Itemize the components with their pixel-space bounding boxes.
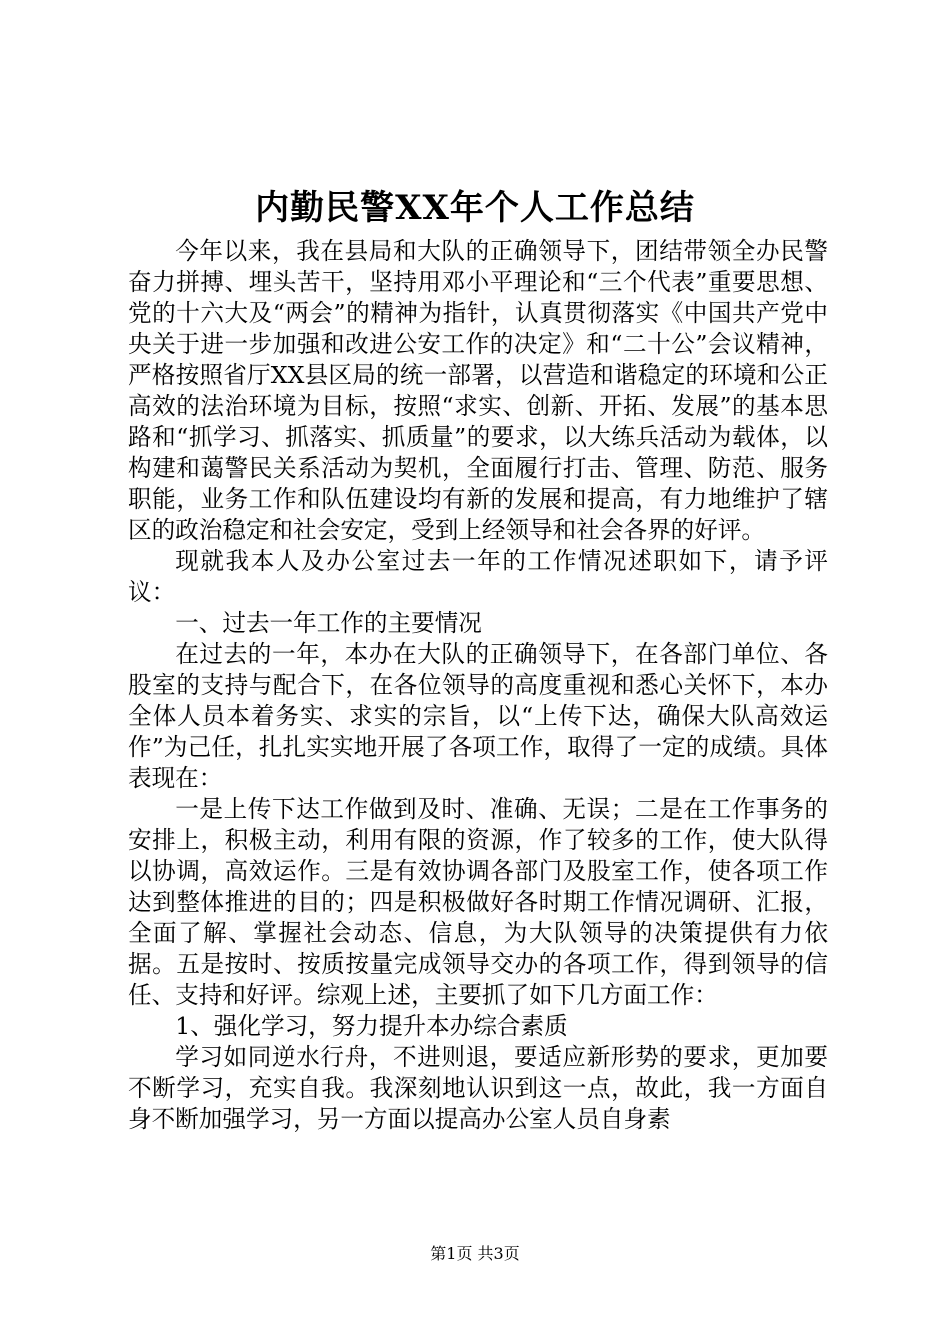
- section-heading: 一、过去一年工作的主要情况: [175, 609, 482, 637]
- document-body: [128, 236, 828, 1135]
- paragraph: 学习如同逆水行舟，不进则退，要适应新形势的要求，更加要不断学习，充实自我。我深刻地认识到这一点，故此，我一方面自身不断加强学习，另一方面以提高办公室人员自身素: [128, 1043, 828, 1133]
- paragraph: 在过去的一年，本办在大队的正确领导下，在各部门单位、各股室的支持与配合下，在各位领导的高度重视和悉心关怀下，本办全体人员本着务实、求实的宗旨，以“上传下达，确保大队高效运作”为己任，扎扎实实地开展了各项工作，取得了一定的成绩。具体表现在：: [128, 640, 828, 792]
- paragraph: 现就我本人及办公室过去一年的工作情况述职如下，请予评议：: [128, 547, 828, 606]
- paragraph: 今年以来，我在县局和大队的正确领导下，团结带领全办民警奋力拼搏、埋头苦干，坚持用邓小平理论和“三个代表”重要思想、党的十六大及“两会”的精神为指针，认真贯彻落实《中国共产党中央关于进一步加强和改进公安工作的决定》和“二十公”会议精神，严格按照省厅XX县区局的统一部署，以营造和谐稳定的环境和公正高效的法治环境为目标，按照“求实、创新、开拓、发展”的基本思路和“抓学习、抓落实、抓质量”的要求，以大练兵活动为载体，以构建和蔼警民关系活动为契机，全面履行打击、管理、防范、服务职能，业务工作和队伍建设均有新的发展和提高，有力地维护了辖区的政治稳定和社会安定，受到上经领导和社会各界的好评。: [128, 237, 828, 544]
- page-footer: 第1页 共3页: [430, 1244, 520, 1263]
- paragraph: 一是上传下达工作做到及时、准确、无误；二是在工作事务的安排上，积极主动，利用有限的资源，作了较多的工作，使大队得以协调，高效运作。三是有效协调各部门及股室工作，使各项工作达到整体推进的目的；四是积极做好各时期工作情况调研、汇报，全面了解、掌握社会动态、信息，为大队领导的决策提供有力依据。五是按时、按质按量完成领导交办的各项工作，得到领导的信任、支持和好评。综观上述，主要抓了如下几方面工作：: [128, 795, 828, 1009]
- subsection-heading: 1、强化学习，努力提升本办综合素质: [175, 1012, 568, 1040]
- document-title: 内勤民警XX年个人工作总结: [255, 188, 695, 228]
